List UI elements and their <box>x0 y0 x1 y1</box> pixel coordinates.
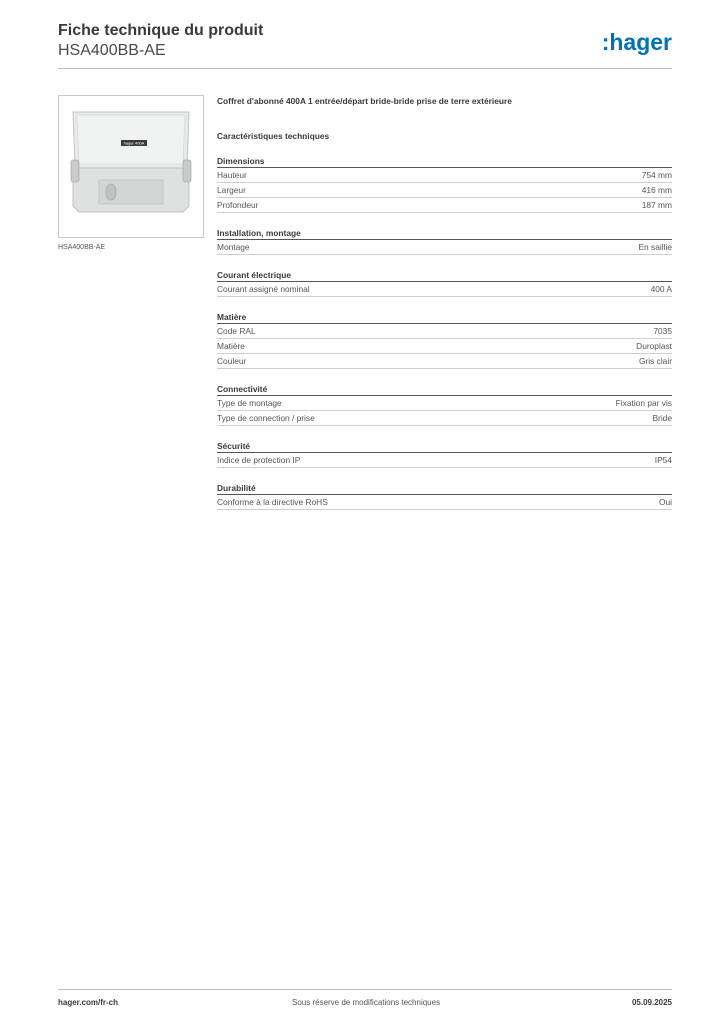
spec-label: Code RAL <box>217 326 256 336</box>
spec-label: Type de connection / prise <box>217 413 315 423</box>
spec-row <box>217 240 672 255</box>
spec-value: Oui <box>658 497 672 507</box>
footer-disclaimer: Sous réserve de modifications techniques <box>292 998 441 1007</box>
header-divider <box>58 68 672 69</box>
spec-value: IP54 <box>654 455 672 465</box>
spec-group-connectivity <box>217 384 672 426</box>
spec-row <box>217 453 672 468</box>
enclosure-illustration <box>59 96 203 237</box>
spec-value: 416 mm <box>641 185 672 195</box>
product-reference: HSA400BB-AE <box>58 42 166 59</box>
spec-row <box>217 198 672 213</box>
spec-row <box>217 324 672 339</box>
spec-row <box>217 411 672 426</box>
spec-label: Indice de protection IP <box>217 455 301 465</box>
spec-value: Bride <box>652 413 672 423</box>
spec-group-electrical <box>217 270 672 297</box>
spec-group-installation <box>217 228 672 255</box>
spec-group-sustainability <box>217 483 672 510</box>
spec-value: 187 mm <box>641 200 672 210</box>
image-caption: HSA400BB-AE <box>58 244 106 251</box>
technical-characteristics-heading: Caractéristiques techniques <box>217 131 330 141</box>
spec-value: 400 A <box>650 284 672 294</box>
hager-logo <box>582 31 672 55</box>
footer-website: hager.com/fr-ch <box>58 998 119 1007</box>
spec-group-title: Sécurité <box>217 441 672 453</box>
enclosure-label: hager 400A <box>123 140 145 146</box>
spec-row <box>217 495 672 510</box>
spec-value: En saillie <box>638 242 672 252</box>
spec-label: Conforme à la directive RoHS <box>217 497 328 507</box>
spec-row <box>217 183 672 198</box>
spec-group-title: Dimensions <box>217 156 672 168</box>
spec-label: Montage <box>217 242 250 252</box>
spec-label: Largeur <box>217 185 246 195</box>
spec-label: Matière <box>217 341 245 351</box>
spec-group-title: Durabilité <box>217 483 672 495</box>
spec-value: Gris clair <box>638 356 672 366</box>
spec-group-material <box>217 312 672 369</box>
spec-label: Courant assigné nominal <box>217 284 310 294</box>
footer-divider <box>58 989 672 990</box>
spec-group-security <box>217 441 672 468</box>
spec-row <box>217 354 672 369</box>
logo-text: :hager <box>601 31 672 55</box>
spec-value: 754 mm <box>641 170 672 180</box>
spec-row <box>217 396 672 411</box>
spec-group-title: Installation, montage <box>217 228 672 240</box>
spec-row <box>217 168 672 183</box>
spec-row <box>217 282 672 297</box>
spec-group-dimensions <box>217 156 672 213</box>
spec-row <box>217 339 672 354</box>
spec-value: Duroplast <box>636 341 672 351</box>
spec-content <box>217 95 672 510</box>
spec-label: Couleur <box>217 356 247 366</box>
spec-value: Fixation par vis <box>615 398 672 408</box>
spec-label: Profondeur <box>217 200 259 210</box>
spec-label: Hauteur <box>217 170 247 180</box>
spec-value: 7035 <box>653 326 672 336</box>
spec-group-title: Matière <box>217 312 672 324</box>
page-header <box>58 21 672 69</box>
spec-label: Type de montage <box>217 398 282 408</box>
product-description: Coffret d'abonné 400A 1 entrée/départ bride-bride prise de terre extérieure <box>217 96 512 106</box>
spec-group-title: Connectivité <box>217 384 672 396</box>
spec-group-title: Courant électrique <box>217 270 672 282</box>
page-title: Fiche technique du produit <box>58 22 264 39</box>
product-image <box>58 95 204 238</box>
footer-date: 05.09.2025 <box>631 998 672 1007</box>
